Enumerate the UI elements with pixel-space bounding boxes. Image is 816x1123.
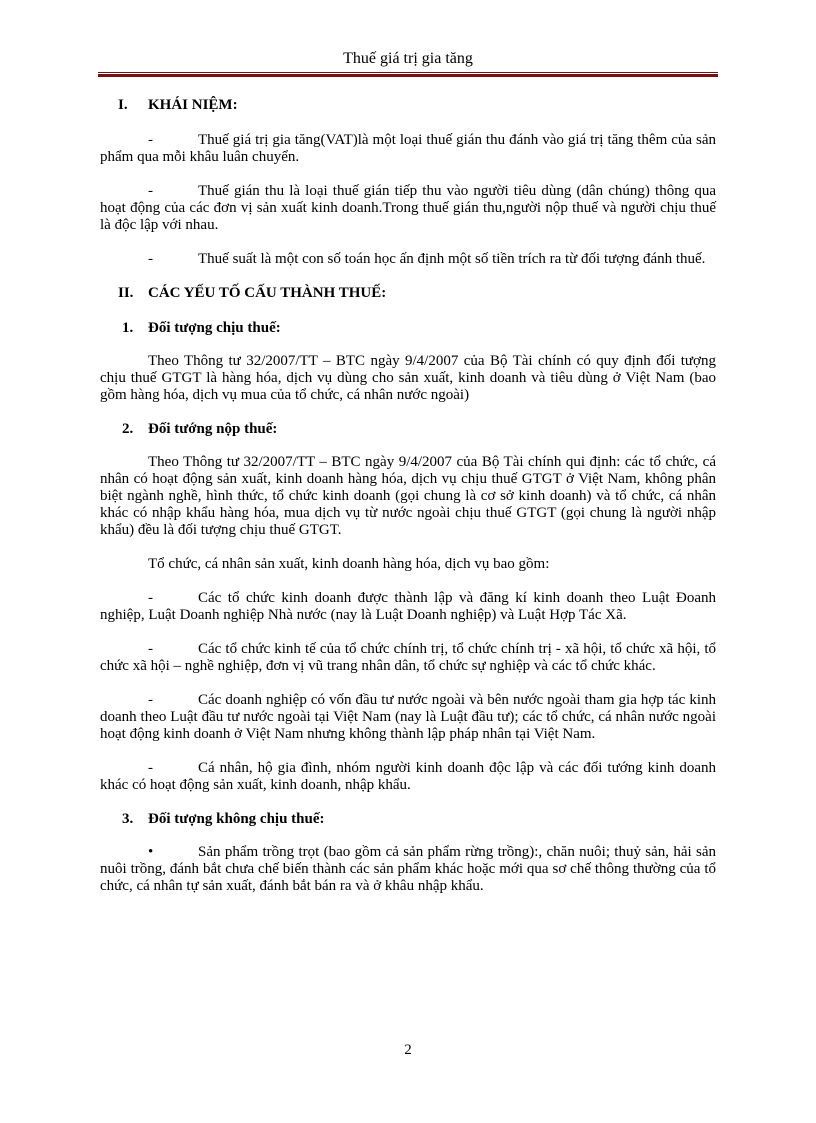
list-item-text: Các tổ chức kinh tế của tổ chức chính trị, tổ chức chính trị - xã hội, tổ chức xã hội, tổ chức xã hội – nghề nghiệp, đơn vị vũ trang nhân dân, tổ chức sự nghiệp và các tổ chức khác. — [100, 641, 716, 674]
section-title: KHÁI NIỆM: — [148, 97, 238, 113]
bullet-item — [100, 844, 716, 895]
definition-item — [100, 132, 716, 166]
list-item — [100, 692, 716, 743]
definition-text: Thuế gián thu là loại thuế gián tiếp thu vào người tiêu dùng (dân chúng) thông qua hoạt động của các đơn vị sản xuất kinh doanh.Trong thuế gián thu,người nộp thuế và người chịu thuế là độc lập với nhau. — [100, 183, 716, 233]
list-item-text: Cá nhân, hộ gia đình, nhóm người kinh doanh độc lập và các đối tướng kinh doanh khác có hoạt động sản xuất, kinh doanh, nhập khẩu. — [100, 760, 716, 793]
dash-marker: - — [148, 692, 153, 708]
paragraph: Theo Thông tư 32/2007/TT – BTC ngày 9/4/2007 của Bộ Tài chính qui định: các tổ chức, cá nhân có hoạt động sản xuất, kinh doanh hàng hóa, dịch vụ chịu thuế GTGT ở Việt Nam, không phân biệt ngành nghề, hình thức, tổ chức kinh doanh (gọi chung là cơ sở kinh doanh) và tổ chức, cá nhân khác có nhập khẩu hàng hóa, mua dịch vụ từ nước ngoài chịu thuế GTGT (gọi chung là người nhập khẩu) đều là đối tượng chịu thuế GTGT. — [100, 454, 716, 538]
bullet-text: Sản phẩm trồng trọt (bao gồm cả sản phẩm rừng trồng):, chăn nuôi; thuỷ sản, hải sản nuôi trồng, đánh bắt chưa chế biến thành các sản phẩm khác hoặc mới qua sơ chế thông thường của tổ chức, cá nhân tự sản xuất, đánh bắt bán ra và ở khâu nhập khẩu. — [100, 844, 716, 894]
header-rule-thin — [98, 72, 718, 73]
header-title: Thuế giá trị gia tăng — [343, 50, 473, 67]
subsection-number: 2. — [122, 421, 134, 437]
section-heading-1 — [100, 97, 716, 114]
dash-marker: - — [148, 183, 153, 199]
dash-marker: - — [148, 641, 153, 657]
subsection-title: Đối tượng không chịu thuế: — [148, 811, 325, 827]
section-title: CÁC YẾU TỐ CẤU THÀNH THUẾ: — [148, 285, 387, 301]
definition-item — [100, 183, 716, 234]
definition-item — [100, 251, 716, 268]
dash-marker: - — [148, 760, 153, 776]
document-body — [100, 97, 716, 911]
definition-text: Thuế suất là một con số toán học ấn định một số tiền trích ra từ đối tượng đánh thuế. — [198, 251, 706, 267]
paragraph: Theo Thông tư 32/2007/TT – BTC ngày 9/4/2007 của Bộ Tài chính có quy định đối tượng chịu thuế GTGT là hàng hóa, dịch vụ dùng cho sản xuất, kinh doanh và tiêu dùng ở Việt Nam (bao gồm hàng hóa, dịch vụ mua của tổ chức, cá nhân nước ngoài) — [100, 353, 716, 403]
list-item-text: Các tổ chức kinh doanh được thành lập và đăng kí kinh doanh theo Luật Đoanh nghiệp, Luật Doanh nghiệp Nhà nước (nay là Luật Doanh nghiệp) và Luật Hợp Tác Xã. — [100, 590, 716, 623]
subsection-heading-2 — [100, 421, 716, 438]
paragraph: Tổ chức, cá nhân sản xuất, kinh doanh hàng hóa, dịch vụ bao gồm: — [148, 556, 550, 572]
subsection-title: Đối tượng chịu thuế: — [148, 320, 281, 336]
subsection-heading-1 — [100, 320, 716, 337]
dash-marker: - — [148, 590, 153, 606]
list-item — [100, 641, 716, 675]
header-rule-thick — [98, 74, 718, 77]
subsection-title: Đối tướng nộp thuế: — [148, 421, 278, 437]
section-number: I. — [118, 97, 128, 113]
list-item — [100, 760, 716, 794]
dash-marker: - — [148, 132, 153, 148]
subsection-number: 1. — [122, 320, 134, 336]
list-item-text: Các doanh nghiệp có vốn đầu tư nước ngoài và bên nước ngoài tham gia hợp tác kinh doanh theo Luật đầu tư nước ngoài tại Việt Nam (nay là Luật đầu tư); các tổ chức, cá nhân nước ngoài hoạt động kinh doanh ở Việt Nam nhưng không thành lập pháp nhân tại Việt Nam. — [100, 692, 716, 742]
section-heading-2 — [100, 285, 716, 302]
section-number: II. — [118, 285, 134, 301]
definition-text: Thuế giá trị gia tăng(VAT)là một loại thuế gián thu đánh vào giá trị tăng thêm của sản phẩm qua mỗi khâu luân chuyển. — [100, 132, 716, 165]
subsection-number: 3. — [122, 811, 134, 827]
bullet-marker: • — [148, 844, 154, 860]
dash-marker: - — [148, 251, 153, 267]
page-number: 2 — [404, 1042, 412, 1058]
subsection-heading-3 — [100, 811, 716, 828]
list-item — [100, 590, 716, 624]
